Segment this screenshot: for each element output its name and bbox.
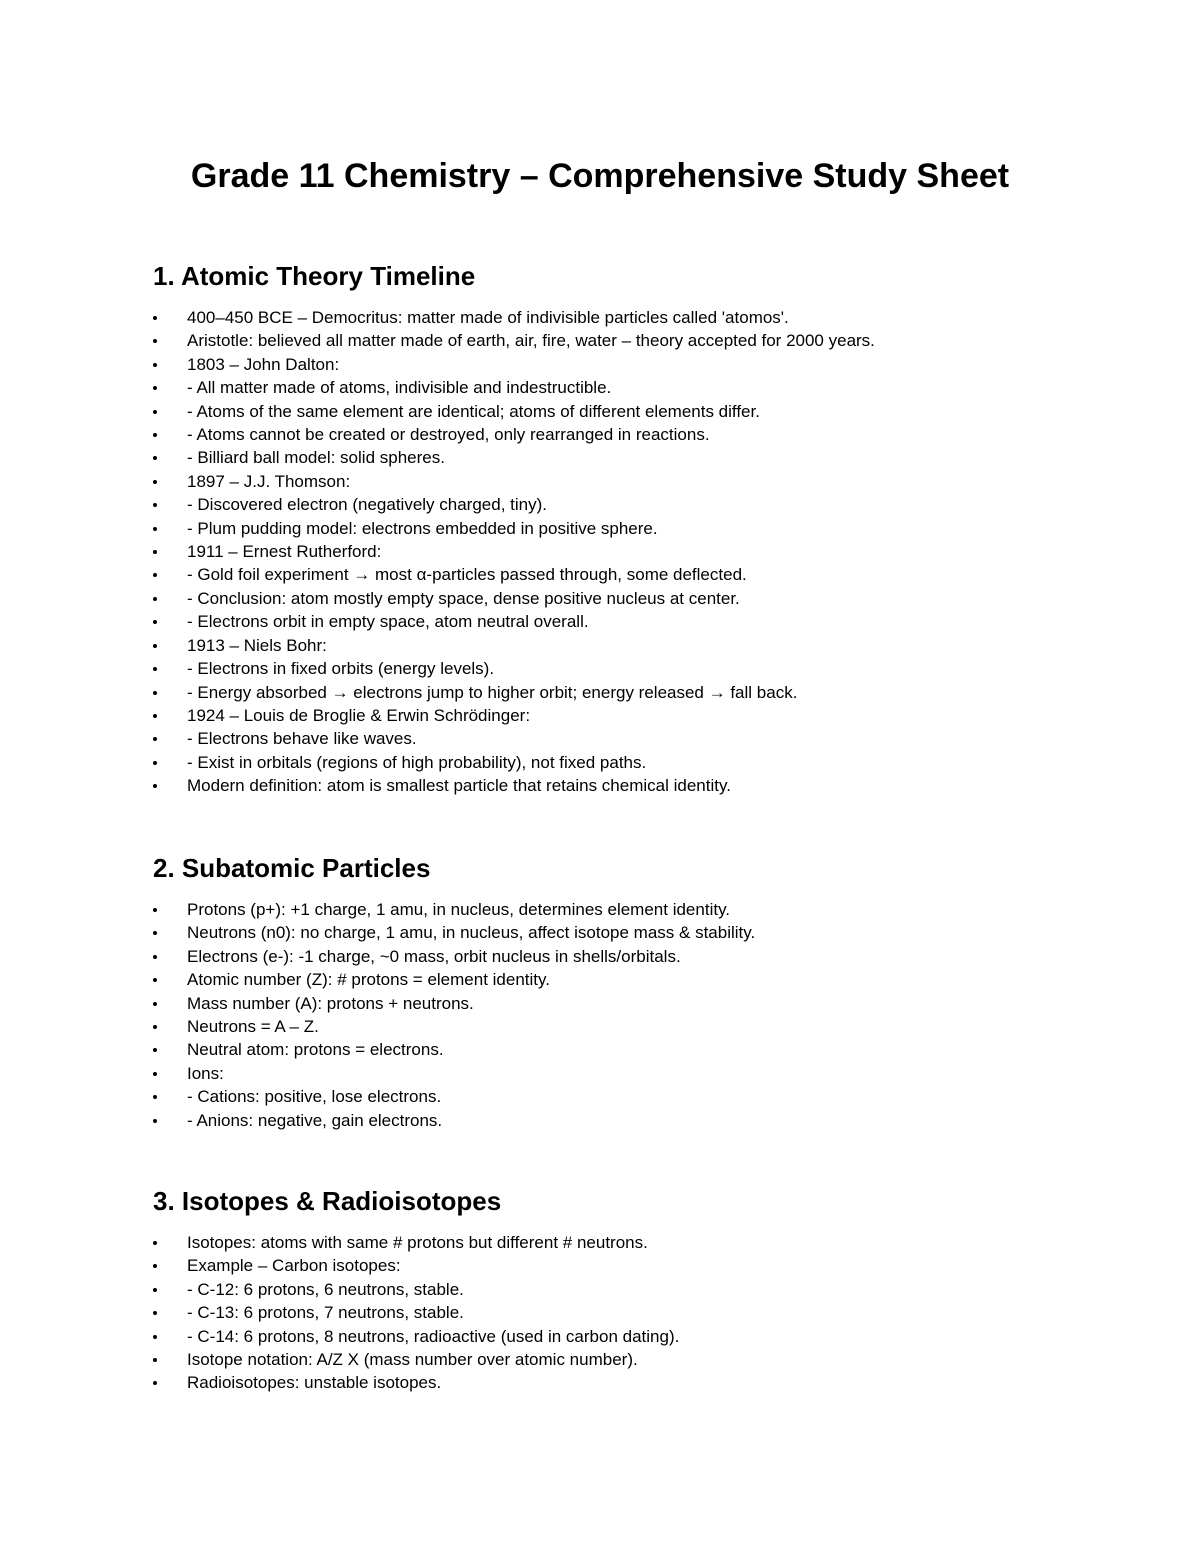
list-item-text: Isotopes: atoms with same # protons but different # neutrons. [187, 1233, 648, 1252]
list-item-text: - Cations: positive, lose electrons. [187, 1087, 442, 1107]
list-item-text: Isotope notation: A/Z X (mass number over atomic number). [187, 1350, 638, 1370]
bullet-icon [153, 644, 157, 648]
list-item-text: - Gold foil experiment → most α-particles passed through, some deflected. [187, 565, 747, 585]
list-item-text: 1924 – Louis de Broglie & Erwin Schrödinger: [187, 705, 531, 725]
list-item [153, 945, 1113, 968]
bullet-icon [153, 761, 157, 765]
list-item [153, 727, 1113, 750]
list-item-text: Mass number (A): protons + neutrons. [187, 993, 474, 1013]
list-item [153, 704, 1113, 727]
list-item [153, 898, 1113, 921]
list-item [153, 563, 1113, 586]
list-item-text: Neutrons (n0): no charge, 1 amu, in nucleus, affect isotope mass & stability. [187, 923, 756, 943]
list-item [153, 657, 1113, 680]
list-item [153, 1015, 1113, 1038]
list-item [153, 423, 1113, 446]
bullet-icon [153, 573, 157, 577]
list-item-text: 1913 – Niels Bohr: [187, 635, 327, 655]
bullet-icon [153, 339, 157, 343]
list-item-text: 400–450 BCE – Democritus: matter made of indivisible particles called 'atomos'. [187, 308, 789, 327]
list-item-text: - Energy absorbed → electrons jump to higher orbit; energy released → fall back. [187, 682, 798, 702]
section-heading: 2. Subatomic Particles [153, 853, 431, 883]
list-item [153, 1348, 1113, 1371]
bullet-icon [153, 456, 157, 460]
bullet-icon [153, 1311, 157, 1315]
bullet-icon [153, 550, 157, 554]
list-item [153, 968, 1113, 991]
list-item-text: - Exist in orbitals (regions of high probability), not fixed paths. [187, 752, 647, 772]
list-item [153, 540, 1113, 563]
bullet-icon [153, 1241, 157, 1245]
bullet-icon [153, 784, 157, 788]
list-item [153, 1371, 1113, 1394]
list-item [153, 992, 1113, 1015]
list-item-text: Modern definition: atom is smallest particle that retains chemical identity. [187, 776, 731, 796]
bullet-icon [153, 1072, 157, 1076]
list-item [153, 751, 1113, 774]
list-item-text: Neutral atom: protons = electrons. [187, 1040, 444, 1060]
list-item-text: Electrons (e-): -1 charge, ~0 mass, orbit nucleus in shells/orbitals. [187, 946, 681, 966]
list-item-text: - Atoms cannot be created or destroyed, only rearranged in reactions. [187, 425, 710, 445]
bullet-icon [153, 1025, 157, 1029]
bullet-icon [153, 1358, 157, 1362]
list-item [153, 306, 1113, 329]
bullet-list [153, 1231, 1113, 1395]
bullet-icon [153, 1381, 157, 1385]
list-item [153, 774, 1113, 797]
bullet-icon [153, 597, 157, 601]
bullet-icon [153, 1002, 157, 1006]
list-item-text: Aristotle: believed all matter made of earth, air, fire, water – theory accepted for 2000 years. [187, 331, 875, 351]
list-item-text: - All matter made of atoms, indivisible and indestructible. [187, 378, 612, 398]
list-item-text: - C-12: 6 protons, 6 neutrons, stable. [187, 1279, 464, 1299]
list-item [153, 470, 1113, 493]
list-item [153, 587, 1113, 610]
list-item-text: Neutrons = A – Z. [187, 1017, 319, 1037]
list-item-text: - Electrons orbit in empty space, atom neutral overall. [187, 612, 589, 632]
list-item [153, 376, 1113, 399]
bullet-icon [153, 714, 157, 718]
list-item-text: Protons (p+): +1 charge, 1 amu, in nucleus, determines element identity. [187, 900, 731, 919]
list-item-text: Radioisotopes: unstable isotopes. [187, 1373, 442, 1393]
bullet-icon [153, 316, 157, 320]
bullet-icon [153, 480, 157, 484]
list-item-text: 1803 – John Dalton: [187, 354, 340, 374]
list-item [153, 400, 1113, 423]
bullet-icon [153, 386, 157, 390]
list-item-text: - Billiard ball model: solid spheres. [187, 448, 445, 468]
list-item-text: - C-13: 6 protons, 7 neutrons, stable. [187, 1303, 464, 1323]
list-item-text: - Atoms of the same element are identical; atoms of different elements differ. [187, 401, 760, 421]
section-heading: 3. Isotopes & Radioisotopes [153, 1186, 502, 1216]
bullet-icon [153, 1119, 157, 1123]
bullet-icon [153, 1288, 157, 1292]
bullet-icon [153, 908, 157, 912]
list-item [153, 1109, 1113, 1132]
list-item [153, 921, 1113, 944]
list-item [153, 1231, 1113, 1254]
list-item-text: Example – Carbon isotopes: [187, 1256, 401, 1276]
bullet-icon [153, 410, 157, 414]
list-item-text: - Discovered electron (negatively charged, tiny). [187, 495, 547, 515]
section-isotopes [153, 1183, 1113, 1395]
bullet-icon [153, 503, 157, 507]
bullet-icon [153, 1048, 157, 1052]
list-item [153, 329, 1113, 352]
bullet-icon [153, 931, 157, 935]
bullet-icon [153, 1264, 157, 1268]
list-item-text: 1897 – J.J. Thomson: [187, 471, 351, 491]
list-item [153, 610, 1113, 633]
list-item [153, 446, 1113, 469]
list-item [153, 517, 1113, 540]
bullet-list [153, 898, 1113, 1132]
list-item-text: - Anions: negative, gain electrons. [187, 1110, 443, 1130]
list-item-text: - Electrons in fixed orbits (energy levels). [187, 659, 495, 679]
list-item [153, 1038, 1113, 1061]
bullet-icon [153, 433, 157, 437]
bullet-icon [153, 527, 157, 531]
list-item [153, 353, 1113, 376]
list-item [153, 1062, 1113, 1085]
list-item-text: - Conclusion: atom mostly empty space, dense positive nucleus at center. [187, 588, 740, 608]
list-item-text: - C-14: 6 protons, 8 neutrons, radioactive (used in carbon dating). [187, 1326, 680, 1346]
list-item [153, 493, 1113, 516]
list-item-text: Ions: [187, 1063, 224, 1083]
list-item [153, 1301, 1113, 1324]
document-title: Grade 11 Chemistry – Comprehensive Study Sheet [190, 157, 1010, 195]
list-item [153, 634, 1113, 657]
bullet-icon [153, 1095, 157, 1099]
list-item [153, 1325, 1113, 1348]
bullet-icon [153, 620, 157, 624]
section-heading: 1. Atomic Theory Timeline [153, 261, 476, 291]
list-item-text: - Plum pudding model: electrons embedded in positive sphere. [187, 518, 658, 538]
bullet-icon [153, 363, 157, 367]
list-item [153, 1278, 1113, 1301]
list-item [153, 681, 1113, 704]
bullet-icon [153, 1335, 157, 1339]
bullet-icon [153, 737, 157, 741]
bullet-icon [153, 955, 157, 959]
section-subatomic-particles [153, 850, 1113, 1132]
list-item-text: - Electrons behave like waves. [187, 729, 417, 749]
bullet-list [153, 306, 1113, 798]
bullet-icon [153, 978, 157, 982]
list-item-text: Atomic number (Z): # protons = element identity. [187, 970, 550, 990]
list-item [153, 1085, 1113, 1108]
bullet-icon [153, 667, 157, 671]
section-atomic-theory [153, 258, 1113, 798]
list-item [153, 1254, 1113, 1277]
bullet-icon [153, 691, 157, 695]
list-item-text: 1911 – Ernest Rutherford: [187, 542, 382, 562]
